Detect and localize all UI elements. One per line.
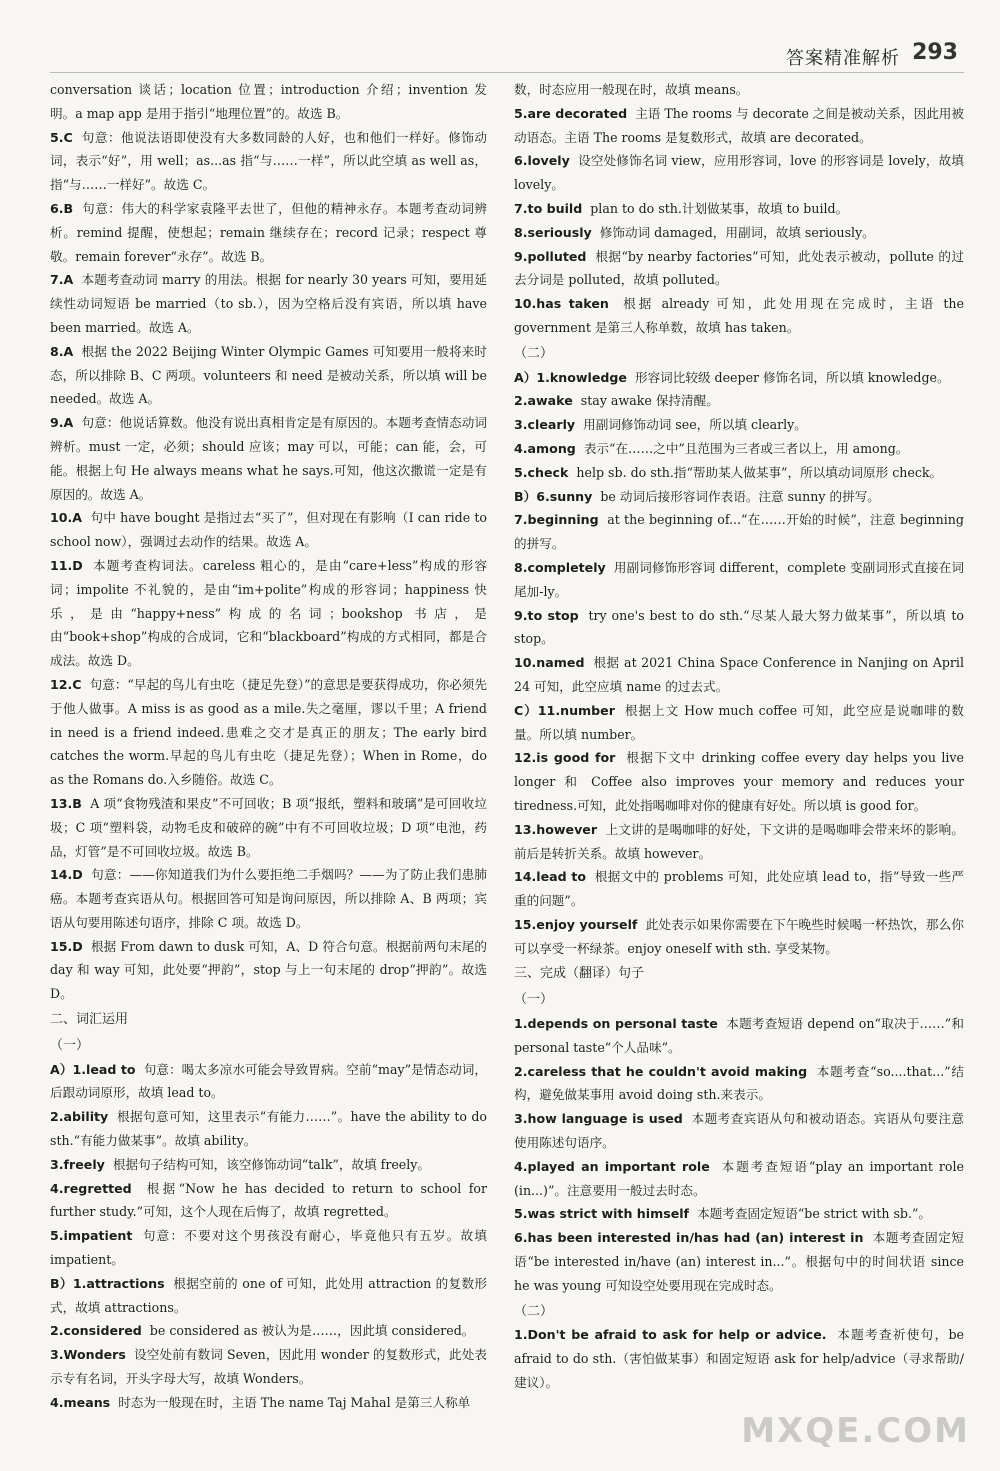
answer-number: 15.enjoy yourself xyxy=(514,916,638,932)
answer-number: 3.Wonders xyxy=(50,1347,126,1363)
answer-explanation: 根据 at 2021 China Space Conference in Nanjing on April 24 可知，此空应填 name 的过去式。 xyxy=(514,655,964,694)
answer-explanation: 根据上文 How much coffee 可知，此空应是说咖啡的数量。所以填 number。 xyxy=(514,702,964,742)
answer-number: A）1.lead to xyxy=(50,1061,136,1077)
answer-number: 6.has been interested in/has had (an) interest in xyxy=(514,1230,864,1246)
answer-number: 2.ability xyxy=(50,1109,109,1125)
answer-item xyxy=(50,554,487,673)
answer-item xyxy=(50,673,487,792)
answer-explanation: try one's best to do sth.“尽某人最大努力做某事”，所以填 to stop。 xyxy=(514,607,964,647)
answer-number: 3.clearly xyxy=(514,417,576,433)
answer-number: 7.A xyxy=(50,272,74,288)
answer-item xyxy=(514,389,964,413)
section-heading: （一） xyxy=(50,1037,90,1053)
answer-number: 11.D xyxy=(50,557,83,573)
answer-item xyxy=(514,102,964,150)
answer-item xyxy=(514,149,964,197)
answer-number: A）1.knowledge xyxy=(514,369,627,385)
answer-number: 13.B xyxy=(50,795,82,811)
answer-item xyxy=(514,221,964,245)
answer-item xyxy=(514,1107,964,1155)
answer-item xyxy=(50,1105,487,1153)
answer-number: 8.A xyxy=(50,343,74,359)
answer-item xyxy=(50,1343,487,1391)
answer-explanation: 句意：喝太多凉水可能会导致胃病。空前“may”是情态动词，后跟动词原形，故填 lead to。 xyxy=(50,1061,487,1101)
answer-item xyxy=(50,1058,487,1106)
answer-number: 8.completely xyxy=(514,559,606,575)
section-heading: （二） xyxy=(514,345,554,361)
right-column xyxy=(514,78,964,1395)
answer-item xyxy=(514,1155,964,1203)
answer-explanation: plan to do sth.计划做某事，故填 to build。 xyxy=(590,200,849,216)
section-heading: 三、完成（翻译）句子 xyxy=(514,966,645,982)
answer-number: C）11.number xyxy=(514,702,615,718)
answer-explanation: at the beginning of...“在……开始的时候”，注意 beginning 的拼写。 xyxy=(514,512,964,552)
answer-explanation: 修饰动词 damaged，用副词，故填 seriously。 xyxy=(599,224,875,240)
answer-item xyxy=(50,197,487,268)
answer-explanation: 根据文中的 problems 可知，此处应填 lead to，指“导致一些严重的问题”。 xyxy=(514,869,964,909)
answer-item xyxy=(50,506,487,554)
answer-explanation: 设空处前有数词 Seven，因此用 wonder 的复数形式，此处表示专有名词，开头字母大写，故填 Wonders。 xyxy=(50,1347,487,1387)
answer-item xyxy=(50,792,487,863)
answer-explanation: 根据句子结构可知，该空修饰动词“talk”，故填 freely。 xyxy=(112,1156,430,1172)
answer-number: 9.A xyxy=(50,415,74,431)
answer-item xyxy=(514,1012,964,1060)
answer-number: 5.check xyxy=(514,464,569,480)
left-column xyxy=(50,78,487,1415)
answer-explanation: 数，时态应用一般现在时，故填 means。 xyxy=(514,82,749,97)
answer-number: 13.however xyxy=(514,821,598,837)
answer-explanation: 本题考查“so....that...”结构，避免做某事用 avoid doing sth.来表示。 xyxy=(514,1063,965,1103)
answer-number: 10.has taken xyxy=(514,296,609,312)
section-heading: （一） xyxy=(514,992,554,1008)
answer-explanation: 根据“by nearby factories”可知，此处表示被动，pollute 的过去分词是 polluted，故填 polluted。 xyxy=(514,248,964,288)
header-divider xyxy=(50,72,964,73)
answer-number: 7.to build xyxy=(514,200,583,216)
answer-number: 12.C xyxy=(50,676,82,692)
answer-item xyxy=(514,1202,964,1226)
answer-number: 2.considered xyxy=(50,1323,142,1339)
answer-item xyxy=(514,913,964,961)
page-header xyxy=(0,0,1000,70)
answer-item xyxy=(514,651,964,699)
answer-item xyxy=(514,1323,964,1394)
answer-explanation: 时态为一般现在时，主语 The name Taj Mahal 是第三人称单 xyxy=(118,1394,471,1410)
answer-number: 3.freely xyxy=(50,1156,105,1172)
answer-explanation: 句意：他说话算数。他没有说出真相肯定是有原因的。本题考查情态动词辨析。must 一定，必须；should 应该；may 可以，可能；can 能，会，可能。根据上句 He always means what he says.可知，他这次撒谎一定是有原因的。故选 A。 xyxy=(50,415,487,502)
answer-number: 1.Don't be afraid to ask for help or advice. xyxy=(514,1327,827,1343)
answer-number: 3.how language is used xyxy=(514,1111,683,1127)
answer-item xyxy=(514,556,964,604)
answer-explanation: be 动词后接形容词作表语。注意 sunny 的拼写。 xyxy=(600,488,880,504)
answer-number: 10.A xyxy=(50,510,83,526)
answer-explanation: 本题考查动词 marry 的用法。根据 for nearly 30 years 可知，要用延续性动词短语 be married（to sb.），因为空格后没有宾语，所以填 have been married。故选 A。 xyxy=(50,272,487,335)
answer-item xyxy=(514,865,964,913)
answer-item xyxy=(50,78,487,126)
answer-explanation: 形容词比较级 deeper 修饰名词，所以填 knowledge。 xyxy=(634,369,950,385)
answer-number: 2.awake xyxy=(514,393,573,409)
answer-number: 14.lead to xyxy=(514,869,587,885)
answer-item xyxy=(514,699,964,747)
section-heading: （二） xyxy=(514,1303,554,1319)
answer-number: 14.D xyxy=(50,867,83,883)
answer-item xyxy=(514,746,964,817)
answer-item xyxy=(50,935,487,1006)
answer-item xyxy=(514,604,964,652)
answer-item xyxy=(514,78,964,102)
answer-item xyxy=(514,461,964,485)
answer-number: 5.impatient xyxy=(50,1228,133,1244)
answer-explanation: A 项“食物残渣和果皮”不可回收；B 项“报纸，塑料和玻璃”是可回收垃圾；C 项“塑料袋，动物毛皮和破碎的碗”中有不可回收垃圾；D 项“电池，药品，灯管”是不可回收垃圾。故选 B。 xyxy=(50,795,487,859)
answer-explanation: 本题考查短语“play an important role (in...)”。注意要用一般过去时态。 xyxy=(514,1158,964,1198)
answer-number: 15.D xyxy=(50,938,83,954)
answer-number: 12.is good for xyxy=(514,750,616,766)
answer-explanation: 句意：——你知道我们为什么要拒绝二手烟吗？——为了防止我们患肺癌。本题考查宾语从句。根据回答可知是询问原因，所以排除 A、B 两项；宾语从句要用陈述句语序，排除 C 项。故选 D。 xyxy=(50,867,488,930)
answer-item xyxy=(514,366,964,390)
answer-number: 5.are decorated xyxy=(514,105,628,121)
answer-item xyxy=(514,818,964,866)
answer-explanation: 句意：“早起的鸟儿有虫吃（捷足先登）”的意思是要获得成功，你必须先于他人做事。A miss is as good as a mile.失之毫厘，谬以千里；A friend in need is a friend indeed.患难之交才是真正的朋友；The early bird catches the worm.早起的鸟儿有虫吃（捷足先登）；When in Rome，do as the Romans do.入乡随俗。故选 C。 xyxy=(50,676,488,788)
answer-explanation: 句中 have bought 是指过去“买了”，但对现在有影响（I can ride to school now），强调过去动作的结果。故选 A。 xyxy=(50,510,487,550)
answer-explanation: 根据 From dawn to dusk 可知，A、D 符合句意。根据前两句末尾的 day 和 way 可知，此处要“押韵”，stop 与上一句末尾的 drop“押韵”。故选 D。 xyxy=(50,938,487,1002)
answer-number: 4.played an important role xyxy=(514,1158,710,1174)
answer-explanation: 本题考查固定短语“be strict with sb.”。 xyxy=(697,1206,932,1222)
answer-number: 10.named xyxy=(514,655,585,671)
answer-number: 9.to stop xyxy=(514,607,579,623)
answer-item xyxy=(514,485,964,509)
answer-item xyxy=(514,1226,964,1297)
answer-explanation: 用副词修饰形容词 different，complete 变副词形式直接在词尾加-ly。 xyxy=(514,559,964,599)
answer-explanation: 设空处修饰名词 view，应用形容词，love 的形容词是 lovely，故填 lovely。 xyxy=(514,153,964,193)
answer-number: 5.C xyxy=(50,129,73,145)
answer-item xyxy=(514,197,964,221)
answer-explanation: 句意：他说法语即使没有大多数同龄的人好，也和他们一样好。修饰动词，表示“好”，用 well；as...as 指“与……一样”，所以此空填 as well as，指“与……一样好”。故选 C。 xyxy=(50,129,487,193)
answer-item xyxy=(50,126,487,197)
answer-item xyxy=(50,1272,487,1320)
answer-number: 4.means xyxy=(50,1394,111,1410)
answer-number: 2.careless that he couldn't avoid making xyxy=(514,1063,808,1079)
answer-explanation: 本题考查固定短语“be interested in/have (an) interest in...”。根据句中的时间状语 since he was young 可知设空处要用现在完成时态。 xyxy=(514,1230,964,1293)
answer-item xyxy=(50,1153,487,1177)
answer-explanation: 句意：伟大的科学家袁隆平去世了，但他的精神永存。本题考查动词辨析。remind 提醒，使想起；remain 继续存在；record 记录；respect 尊敬。remain forever“永存”。故选 B。 xyxy=(50,200,488,264)
answer-explanation: 根据空前的 one of 可知，此处用 attraction 的复数形式，故填 attractions。 xyxy=(50,1275,488,1315)
answer-number: 1.depends on personal taste xyxy=(514,1016,718,1032)
answer-explanation: 本题考查短语 depend on“取决于……”和 personal taste“个人品味”。 xyxy=(514,1016,964,1055)
answer-explanation: 本题考查宾语从句和被动语态。宾语从句要注意使用陈述句语序。 xyxy=(514,1111,965,1151)
answer-number: B）1.attractions xyxy=(50,1275,165,1291)
answer-item xyxy=(50,411,487,506)
answer-number: 7.beginning xyxy=(514,512,599,528)
answer-number: 6.lovely xyxy=(514,153,570,169)
answer-item xyxy=(50,340,487,411)
answer-number: 8.seriously xyxy=(514,224,592,240)
answer-explanation: 本题考查祈使句，be afraid to do sth.（害怕做某事）和固定短语 ask for help/advice（寻求帮助/建议）。 xyxy=(514,1327,964,1391)
section-heading: 二、词汇运用 xyxy=(50,1012,129,1028)
answer-explanation: be considered as 被认为是……，因此填 considered。 xyxy=(149,1323,475,1339)
answer-item xyxy=(514,413,964,437)
answer-item xyxy=(514,437,964,461)
answer-item xyxy=(514,292,964,340)
answer-explanation: 主语 The rooms 与 decorate 之间是被动关系，因此用被动语态。主语 The rooms 是复数形式，故填 are decorated。 xyxy=(514,105,964,145)
header-title: 答案精准解析 xyxy=(786,48,900,69)
answer-explanation: 根据“Now he has decided to return to school for further study.”可知，这个人现在后悔了，故填 regretted。 xyxy=(50,1180,488,1220)
answer-item xyxy=(50,1177,487,1225)
answer-explanation: 根据下文中 drinking coffee every day helps you live longer 和 Coffee also improves your memory and reduces your tiredness.可知，此处指喝咖啡对你的健康有好处。所以填 is good for。 xyxy=(514,750,965,813)
answer-item xyxy=(514,508,964,556)
answer-item xyxy=(514,1060,964,1108)
answer-item xyxy=(50,1391,487,1415)
answer-number: B）6.sunny xyxy=(514,488,593,504)
answer-number: 9.polluted xyxy=(514,248,587,264)
answer-explanation: stay awake 保持清醒。 xyxy=(580,393,719,409)
answer-number: 5.was strict with himself xyxy=(514,1206,690,1222)
answer-number: 4.regretted xyxy=(50,1180,132,1196)
answer-item xyxy=(50,863,487,934)
answer-number: 6.B xyxy=(50,200,74,216)
answer-item xyxy=(514,245,964,293)
answer-explanation: 根据句意可知，这里表示“有能力……”。have the ability to do sth.“有能力做某事”。故填 ability。 xyxy=(50,1109,487,1149)
answer-explanation: conversation 谈话；location 位置；introduction 介绍；invention 发明。a map app 是用于指引“地理位置”的。故选 B。 xyxy=(50,82,487,121)
answer-item xyxy=(50,268,487,339)
answer-explanation: 此处表示如果你需要在下午晚些时候喝一杯热饮，那么你可以享受一杯绿茶。enjoy oneself with sth. 享受某物。 xyxy=(514,916,964,956)
answer-explanation: 用副词修饰动词 see，所以填 clearly。 xyxy=(583,417,807,433)
answer-item xyxy=(50,1224,487,1272)
answer-explanation: 表示“在……之中”且范围为三者或三者以上，用 among。 xyxy=(583,440,909,456)
watermark: MXQE.COM xyxy=(741,1411,970,1451)
answer-explanation: help sb. do sth.指“帮助某人做某事”，所以填动词原形 check。 xyxy=(576,464,943,480)
answer-explanation: 上文讲的是喝咖啡的好处，下文讲的是喝咖啡会带来坏的影响。前后是转折关系。故填 however。 xyxy=(514,821,965,861)
answer-explanation: 根据 the 2022 Beijing Winter Olympic Games 可知要用一般将来时态，所以排除 B、C 两项。volunteers 和 need 是被动关系，所以填 will be needed。故选 A。 xyxy=(50,343,487,407)
answer-number: 4.among xyxy=(514,440,576,456)
answer-item xyxy=(50,1319,487,1343)
answer-explanation: 本题考查构词法。careless 粗心的，是由“care+less”构成的形容词；impolite 不礼貌的，是由“im+polite”构成的形容词；happiness 快乐，是由“happy+ness”构成的名词；bookshop 书店，是由“book+shop”构成的合成词，它和“blackboard”构成的方式相同，都是合成法。故选 D。 xyxy=(50,557,487,669)
answer-explanation: 根据 already 可知，此处用现在完成时，主语 the government 是第三人称单数，故填 has taken。 xyxy=(514,296,964,335)
page-number: 293 xyxy=(912,40,958,65)
answer-explanation: 句意：不要对这个男孩没有耐心，毕竟他只有五岁。故填 impatient。 xyxy=(50,1228,487,1268)
